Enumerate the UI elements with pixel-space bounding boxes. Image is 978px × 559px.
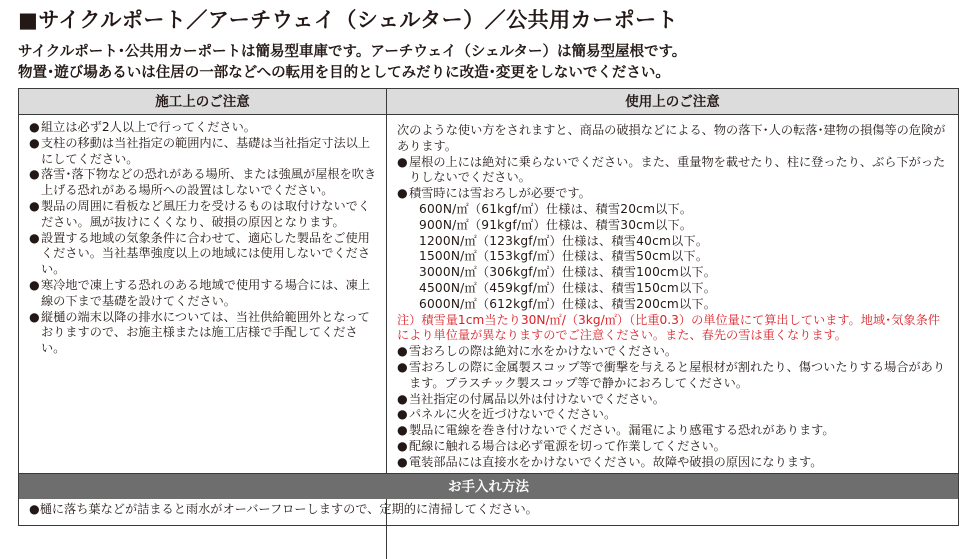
construction-item: ● 製品の周囲に看板など風圧力を受けるものは取付けないでください。風が抜けにくくなり、破損の原因となります。 [29, 198, 371, 229]
bullet-icon: ● [29, 167, 40, 182]
care-text: 樋に落ち葉などが詰まると雨水がオーバーフローしますので、定期的に清掃してください。 [39, 502, 538, 516]
construction-item: ● 設置する地域の気象条件に合わせて、適応した製品をご使用ください。当社基準強度以上の地域には使用しないでください。 [29, 230, 371, 277]
construction-item: ● 寒冷地で凍上する恐れのある地域で使用する場合には、凍上線の下まで基礎を設けてください。 [29, 277, 371, 308]
subtitle-line-2: 物置･遊び場あるいは住居の一部などへの転用を目的としてみだりに改造･変更をしないでください。 [18, 65, 670, 81]
usage-item: ● 製品に電線を巻き付けないでください。漏電により感電する恐れがあります。 [397, 423, 835, 438]
snow-spec: 600N/㎡（61kgf/㎡）仕様は、積雪20cm以下。 [419, 201, 693, 216]
usage-item: ● 当社指定の付属品以外は付けないでください。 [397, 391, 665, 406]
care-item [29, 501, 538, 517]
bullet-icon: ● [397, 359, 408, 374]
usage-item: ● 雪おろしの際に金属製スコップ等で衝撃を与えると屋根材が割れたり、傷ついたりする場合があります。プラスチック製スコップ等で静かにおろしてください。 [397, 359, 946, 390]
usage-item: ● 屋根の上には絶対に乗らないでください。また、重量物を載せたり、柱に登ったり、ぶら下がったりしないでください。 [397, 154, 946, 185]
construction-item: ● 支柱の移動は当社指定の範囲内に、基礎は当社指定寸法以上にしてください。 [29, 135, 371, 166]
bullet-icon: ● [29, 198, 40, 213]
bullet-icon: ● [397, 391, 408, 406]
usage-intro: 次のような使い方をされますと、商品の破損などによる、物の落下･人の転落･建物の損傷等の危険があります。 [397, 123, 946, 153]
snow-spec: 4500N/㎡（459kgf/㎡）仕様は、積雪150cm以下。 [419, 280, 717, 295]
bullet-icon: ● [29, 502, 40, 516]
snow-note: 注）積雪量1cm当たり30N/㎡/（3kg/㎡）（比重0.3）の単位量にて算出しています。地域･気象条件により単位量が異なりますのでご注意ください。また、春先の雪は重くなります。 [397, 312, 940, 343]
usage-item: ● 電装部品には直接水をかけないでください。故障や破損の原因になります。 [397, 454, 823, 469]
usage-item: ● 雪おろしの際は絶対に水をかけないでください。 [397, 344, 678, 359]
bullet-icon: ● [397, 186, 408, 201]
bullet-icon: ● [397, 438, 408, 453]
bullet-icon: ● [29, 230, 40, 245]
bullet-icon: ● [397, 423, 408, 438]
snow-spec: 3000N/㎡（306kgf/㎡）仕様は、積雪100cm以下。 [419, 265, 717, 280]
usage-item: ● 積雪時には雪おろしが必要です。 [397, 186, 591, 201]
bullet-icon: ● [29, 120, 40, 134]
bullet-icon: ● [397, 344, 408, 359]
bullet-icon: ● [29, 309, 40, 324]
usage-item: ● パネルに火を近づけないでください。 [397, 407, 617, 422]
page-title: ■サイクルポート／アーチウェイ（シェルター）／公共用カーポート [18, 8, 679, 32]
bullet-icon: ● [29, 135, 40, 150]
snow-spec: 6000N/㎡（612kgf/㎡）仕様は、積雪200cm以下。 [419, 296, 717, 311]
notice-table [18, 88, 959, 526]
construction-header: 施工上のご注意 [19, 89, 387, 115]
bullet-icon: ● [397, 407, 408, 422]
snow-spec: 900N/㎡（91kgf/㎡）仕様は、積雪30cm以下。 [419, 217, 693, 232]
care-header: お手入れ方法 [19, 473, 958, 499]
snow-spec: 1500N/㎡（153kgf/㎡）仕様は、積雪50cm以下。 [419, 249, 709, 264]
subtitle-line-1: サイクルポート･公共用カーポートは簡易型車庫です。アーチウェイ（シェルター）は簡易型屋根です。 [18, 44, 687, 60]
usage-header: 使用上のご注意 [387, 89, 958, 115]
usage-item: ● 配線に触れる場合は必ず電源を切って作業してください。 [397, 438, 726, 453]
bullet-icon: ● [397, 154, 408, 169]
bullet-icon: ● [29, 277, 40, 292]
construction-item: ● 縦樋の端末以降の排水については、当社供給範囲外となっておりますので、お施主様または施工店様で手配してください。 [29, 309, 370, 356]
snow-spec: 1200N/㎡（123kgf/㎡）仕様は、積雪40cm以下。 [419, 233, 709, 248]
construction-item: ● 落雪･落下物などの恐れがある場所、または強風が屋根を吹き上げる恐れがある場所への設置はしないでください。 [29, 167, 377, 198]
bullet-icon: ● [397, 454, 408, 469]
construction-item: ● 組立は必ず2人以上で行ってください。 [29, 120, 256, 134]
